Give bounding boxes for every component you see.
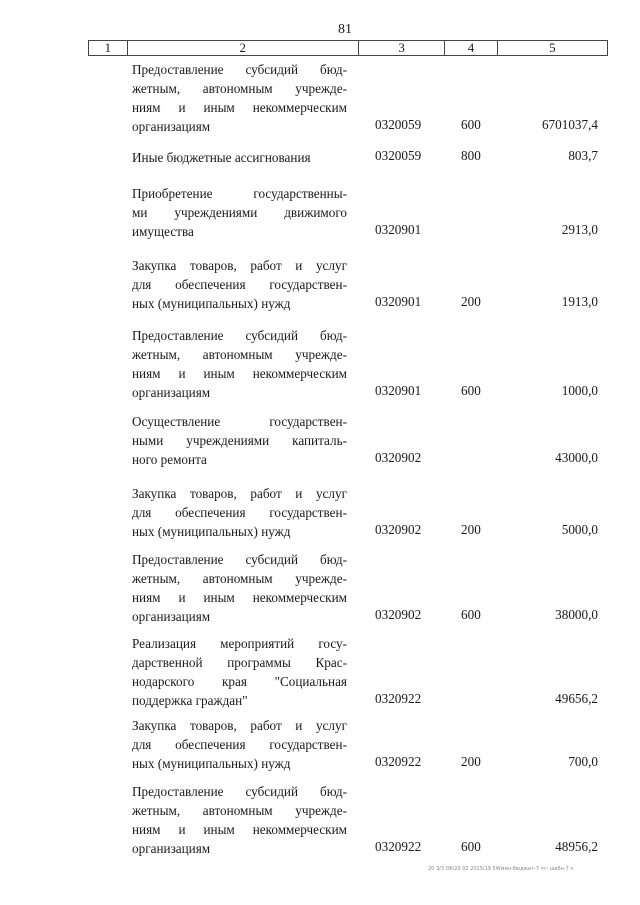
row-amount: 700,0 <box>568 754 598 769</box>
row-description-line: Предоставление субсидий бюд- <box>132 784 347 799</box>
column-header-4: 4 <box>444 41 497 55</box>
row-expense-type: 600 <box>461 839 481 854</box>
row-description-line: Закупка товаров, работ и услуг <box>132 718 347 733</box>
row-description <box>132 484 347 541</box>
row-description-line: имущества <box>132 224 194 239</box>
row-description <box>132 716 347 773</box>
row-description-line: Реализация мероприятий госу- <box>132 636 347 651</box>
row-description-line: жетным, автономным учрежде- <box>132 81 347 96</box>
column-header-1: 1 <box>104 40 112 55</box>
row-amount: 38000,0 <box>555 607 598 622</box>
row-description-line: Закупка товаров, работ и услуг <box>132 486 347 501</box>
row-code: 0320901 <box>375 222 422 237</box>
row-description-line: жетным, автономным учрежде- <box>132 803 347 818</box>
row-expense-type: 200 <box>461 754 481 769</box>
row-description-line: поддержка граждан" <box>132 693 248 708</box>
row-description-line: для обеспечения государствен- <box>132 505 347 520</box>
column-header-3: 3 <box>358 41 444 55</box>
row-amount: 1913,0 <box>561 294 598 309</box>
row-description-line: ных (муниципальных) нужд <box>132 524 291 539</box>
row-code: 0320922 <box>375 839 422 854</box>
row-description-line: жетным, автономным учрежде- <box>132 347 347 362</box>
row-code: 0320059 <box>375 117 422 132</box>
row-description-line: ных (муниципальных) нужд <box>132 296 291 311</box>
row-code: 0320902 <box>375 607 422 622</box>
row-description <box>132 782 347 858</box>
row-description-line: организациям <box>132 385 211 400</box>
row-description <box>132 634 347 710</box>
row-description-line: ниям и иным некоммерческим <box>132 366 347 381</box>
row-description-line: Предоставление субсидий бюд- <box>132 328 347 343</box>
column-header-5: 5 <box>497 41 607 55</box>
row-expense-type: 200 <box>461 294 481 309</box>
row-expense-type: 800 <box>461 148 481 163</box>
row-code: 0320901 <box>375 294 422 309</box>
row-description <box>132 550 347 626</box>
row-description <box>132 256 347 313</box>
row-code: 0320059 <box>375 148 422 163</box>
row-expense-type: 600 <box>461 117 481 132</box>
row-description <box>132 326 347 402</box>
row-description-line: Предоставление субсидий бюд- <box>132 62 347 77</box>
page-number: 81 <box>338 22 352 37</box>
row-amount: 43000,0 <box>555 450 598 465</box>
row-amount: 49656,2 <box>555 691 598 706</box>
row-expense-type: 200 <box>461 522 481 537</box>
footer-print-stamp: 20 3/3 Об/20 02 2015/19 5Wмин-бюджет-7 чт- шабн-7 ч <box>428 866 574 872</box>
row-code: 0320902 <box>375 522 422 537</box>
row-description-line: Иные бюджетные ассигнования <box>132 150 311 165</box>
row-description <box>132 60 347 136</box>
row-description-line: ного ремонта <box>132 452 207 467</box>
row-amount: 1000,0 <box>561 383 598 398</box>
row-description-line: организациям <box>132 609 211 624</box>
row-description-line: ных (муниципальных) нужд <box>132 756 291 771</box>
row-expense-type: 600 <box>461 607 481 622</box>
row-description-line: для обеспечения государствен- <box>132 277 347 292</box>
row-description <box>132 412 347 469</box>
row-description-line: Осуществление государствен- <box>132 414 347 429</box>
row-description-line: дарственной программы Крас- <box>132 655 347 670</box>
row-amount: 803,7 <box>568 148 598 163</box>
row-amount: 5000,0 <box>561 522 598 537</box>
row-description <box>132 184 347 241</box>
row-amount: 6701037,4 <box>541 117 598 132</box>
column-header-row <box>88 40 608 56</box>
row-description-line: нодарского края "Социальная <box>132 674 347 689</box>
row-description-line: ниям и иным некоммерческим <box>132 590 347 605</box>
row-description-line: ными учреждениями капиталь- <box>132 433 347 448</box>
row-description-line: организациям <box>132 119 211 134</box>
row-code: 0320902 <box>375 450 422 465</box>
row-description-line: Предоставление субсидий бюд- <box>132 552 347 567</box>
row-description-line: ниям и иным некоммерческим <box>132 100 347 115</box>
row-code: 0320901 <box>375 383 422 398</box>
row-expense-type: 600 <box>461 383 481 398</box>
row-description-line: Приобретение государственны- <box>132 186 347 201</box>
column-header-2: 2 <box>127 41 358 55</box>
row-description <box>132 148 347 167</box>
row-code: 0320922 <box>375 754 422 769</box>
row-description-line: ниям и иным некоммерческим <box>132 822 347 837</box>
row-amount: 48956,2 <box>555 839 598 854</box>
row-amount: 2913,0 <box>561 222 598 237</box>
row-description-line: ми учреждениями движимого <box>132 205 347 220</box>
row-description-line: для обеспечения государствен- <box>132 737 347 752</box>
row-description-line: Закупка товаров, работ и услуг <box>132 258 347 273</box>
row-description-line: жетным, автономным учрежде- <box>132 571 347 586</box>
row-code: 0320922 <box>375 691 422 706</box>
row-description-line: организациям <box>132 841 211 856</box>
